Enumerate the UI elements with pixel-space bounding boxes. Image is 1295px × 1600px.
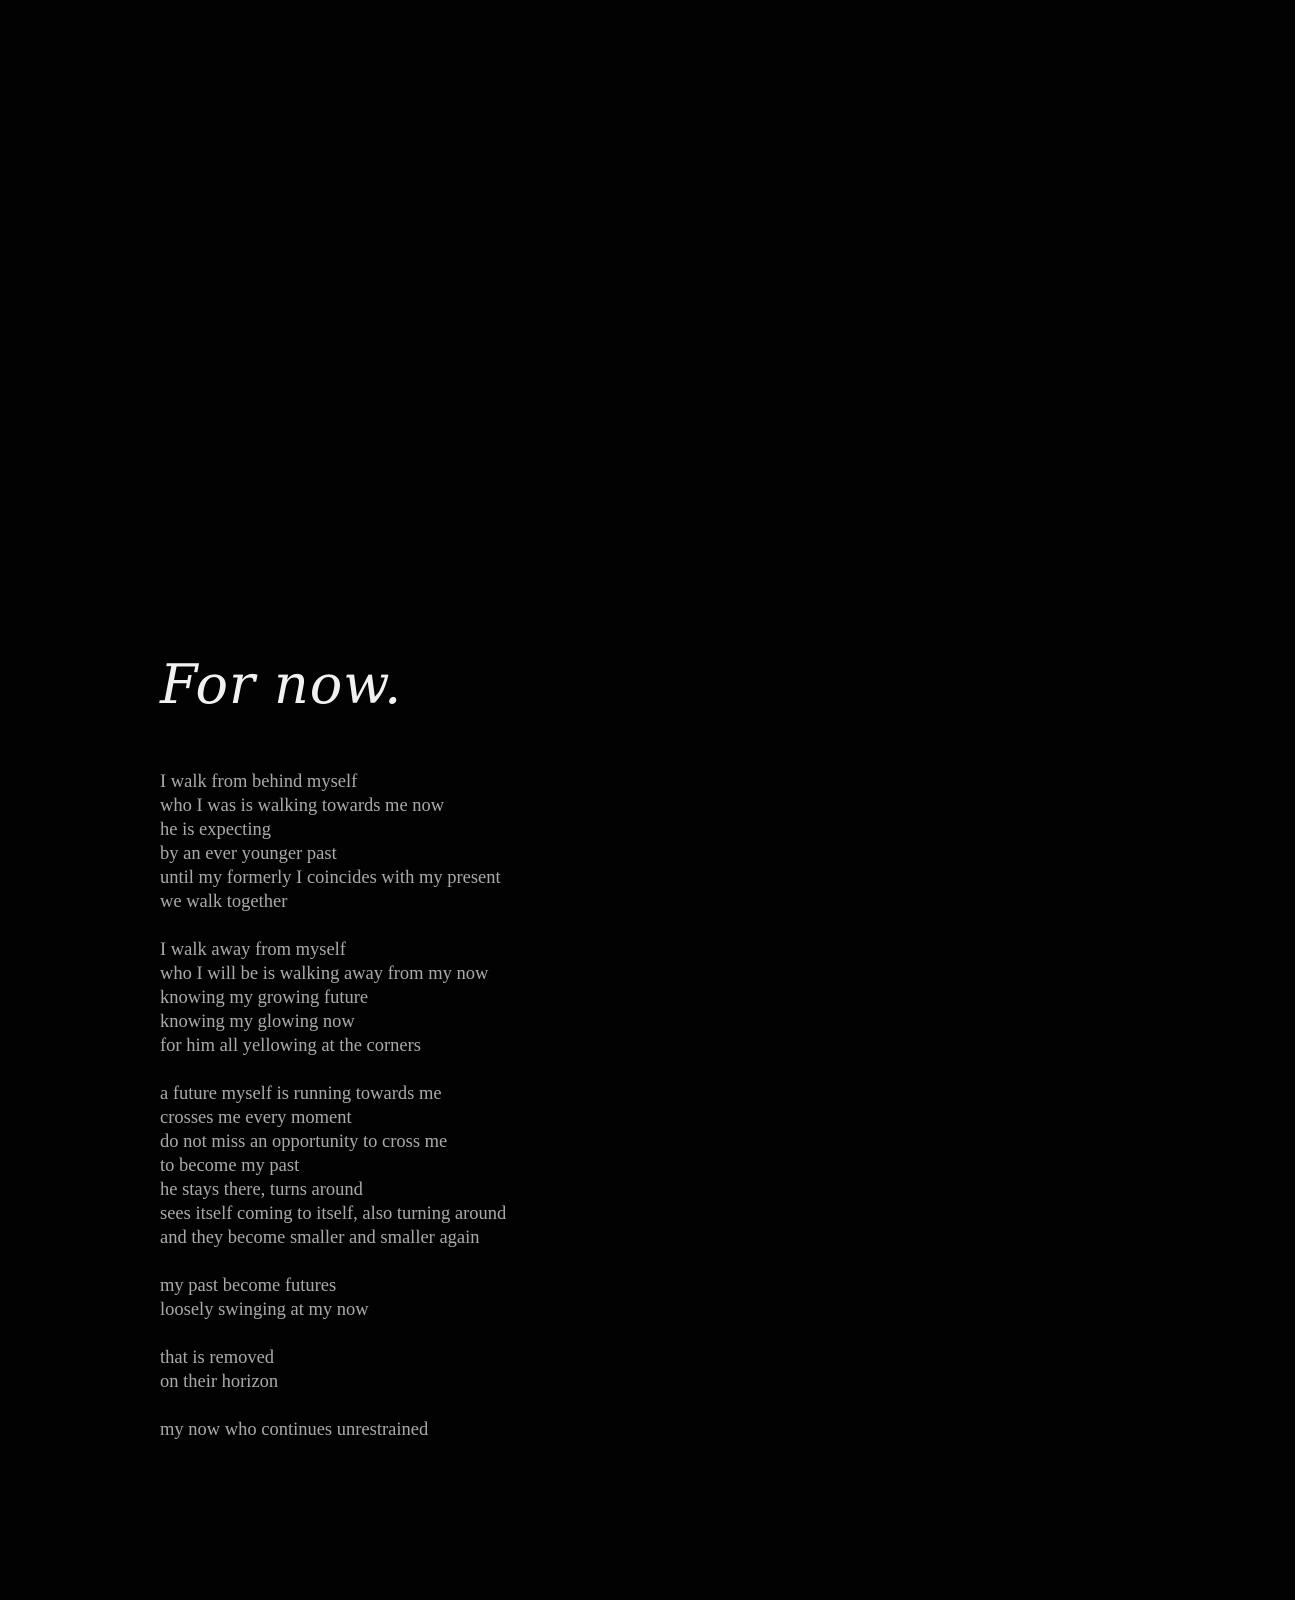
poem-line: my past become futures (160, 1276, 337, 1296)
stanza-6 (160, 1418, 720, 1442)
poem-line: crosses me every moment (160, 1108, 352, 1128)
poem-line: that is removed (160, 1348, 275, 1368)
poem-line: knowing my glowing now (160, 1012, 355, 1032)
poem-line: for him all yellowing at the corners (160, 1036, 421, 1056)
stanza-5 (160, 1346, 720, 1394)
poem-line: to become my past (160, 1156, 300, 1176)
poem-title: For now. (160, 653, 403, 716)
stanza-1 (160, 770, 720, 914)
poem-line: who I will be is walking away from my now (160, 964, 489, 984)
poem-line: a future myself is running towards me (160, 1084, 442, 1104)
poem-line: loosely swinging at my now (160, 1300, 369, 1320)
poem-line: by an ever younger past (160, 844, 337, 864)
poem-body (160, 770, 720, 1442)
poem-line: who I was is walking towards me now (160, 796, 445, 816)
poem-line: we walk together (160, 892, 288, 912)
poem-line: and they become smaller and smaller again (160, 1228, 480, 1248)
poem-line: my now who continues unrestrained (160, 1420, 429, 1440)
poem-line: he stays there, turns around (160, 1180, 363, 1200)
stanza-2 (160, 938, 720, 1058)
poem-line: sees itself coming to itself, also turning around (160, 1204, 507, 1224)
poem-line: do not miss an opportunity to cross me (160, 1132, 448, 1152)
poem-line: until my formerly I coincides with my present (160, 868, 501, 888)
poem-line: he is expecting (160, 820, 271, 840)
poem-line: I walk from behind myself (160, 772, 358, 792)
poem-line: I walk away from myself (160, 940, 346, 960)
stanza-3 (160, 1082, 720, 1250)
poem-line: knowing my growing future (160, 988, 369, 1008)
poem-line: on their horizon (160, 1372, 279, 1392)
stanza-4 (160, 1274, 720, 1322)
